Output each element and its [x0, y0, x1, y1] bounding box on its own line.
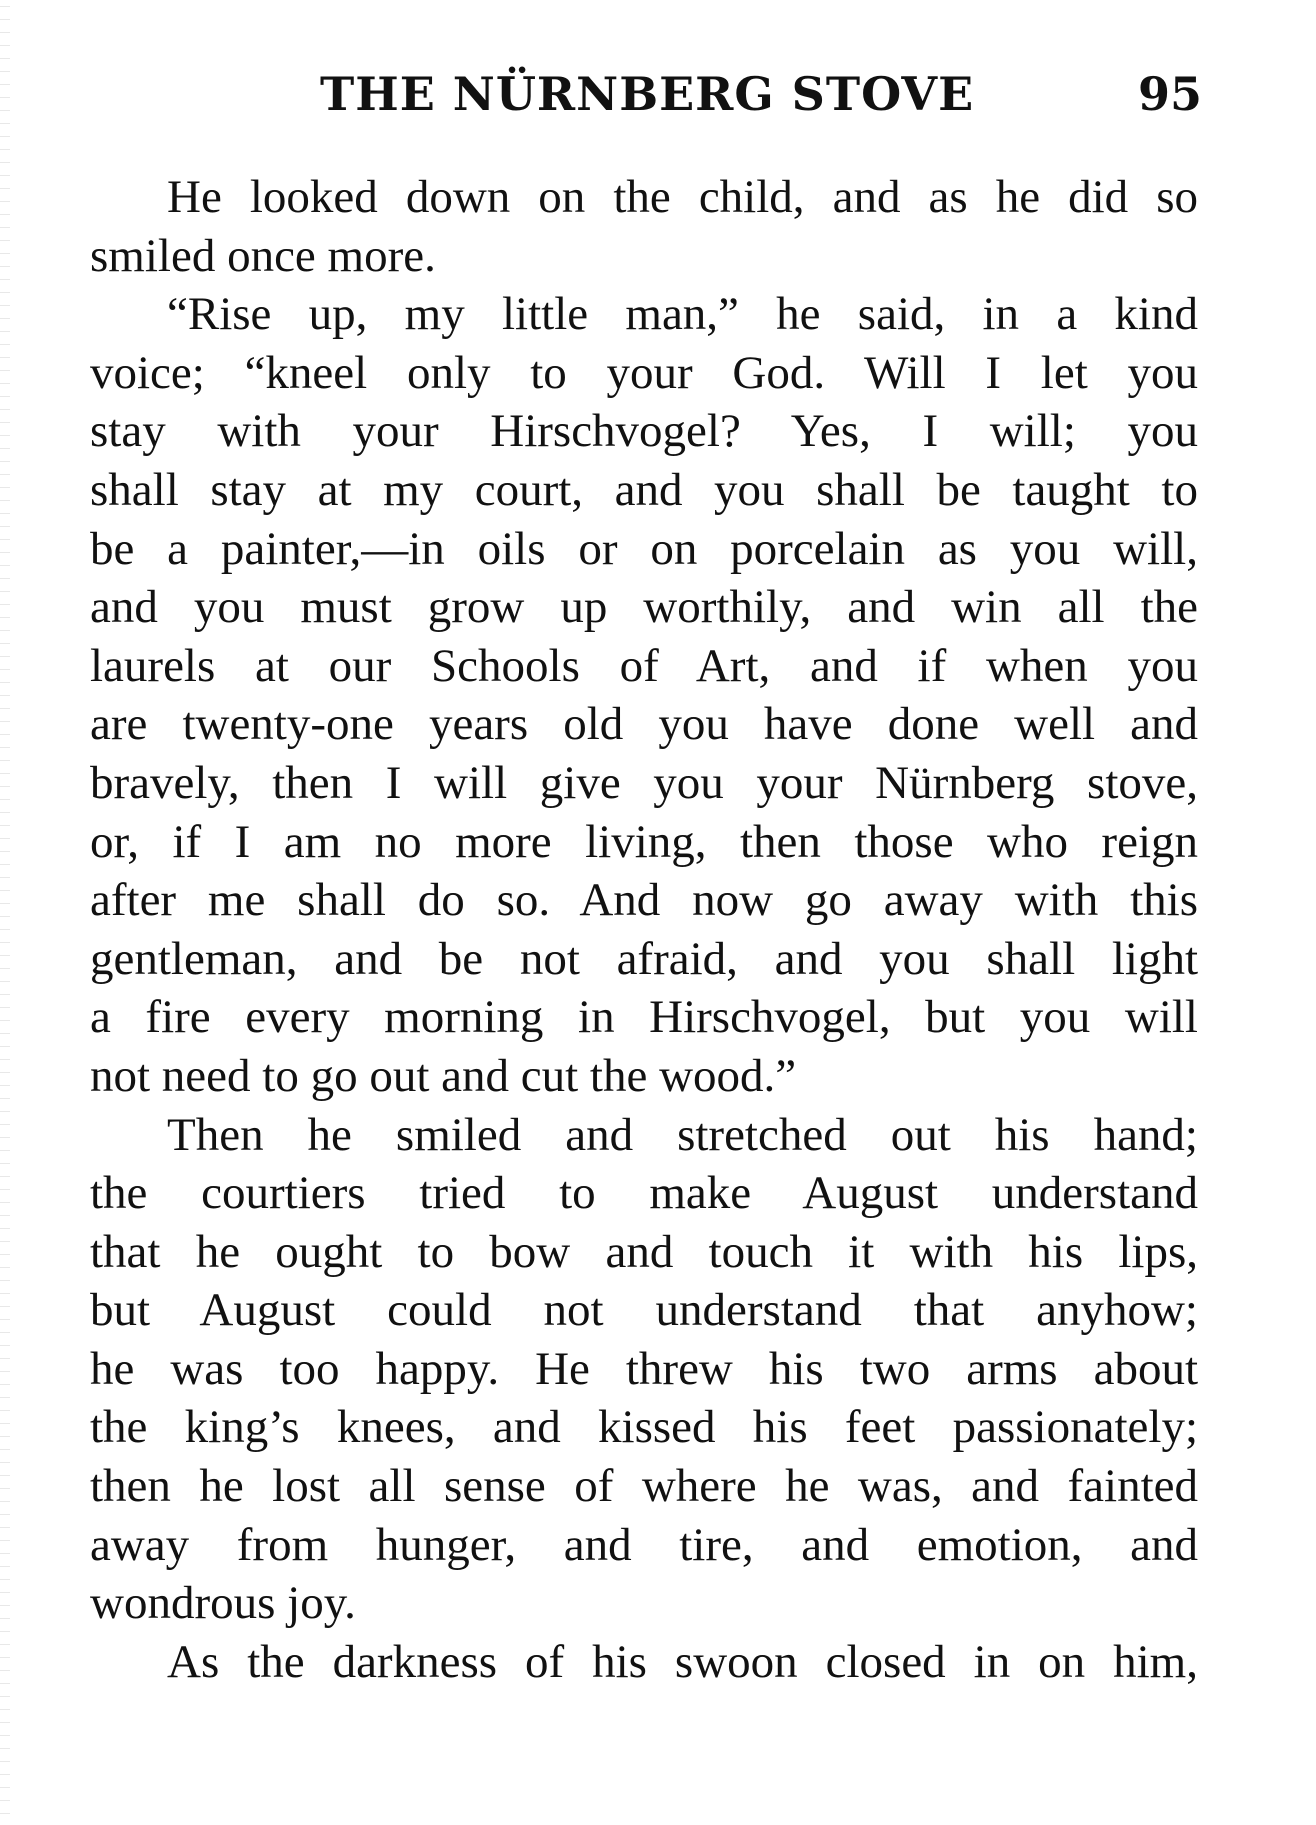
text-line: or, if I am no more living, then those who reign [90, 815, 1198, 868]
page-number: 95 [1137, 67, 1202, 121]
text-line: then he lost all sense of where he was, and fainted [90, 1460, 1198, 1513]
text-line: wondrous joy. [90, 1577, 356, 1630]
text-line: the king’s knees, and kissed his feet passionately; [90, 1401, 1198, 1454]
text-line: but August could not understand that anyhow; [90, 1284, 1198, 1337]
text-line: he was too happy. He threw his two arms about [90, 1342, 1198, 1395]
text-line: laurels at our Schools of Art, and if when you [90, 639, 1198, 692]
text-line: Then he smiled and stretched out his hand; [167, 1108, 1198, 1161]
text-line: “Rise up, my little man,” he said, in a kind [167, 288, 1198, 341]
text-line: the courtiers tried to make August understand [90, 1167, 1198, 1220]
body-text [90, 168, 1198, 1691]
text-line: bravely, then I will give you your Nürnberg stove, [90, 756, 1198, 809]
text-line: He looked down on the child, and as he did so [167, 171, 1198, 223]
text-line: after me shall do so. And now go away with this [90, 874, 1198, 927]
text-line: gentleman, and be not afraid, and you shall light [90, 932, 1198, 985]
text-line: smiled once more. [90, 229, 436, 282]
page-edge-scan-artifact [0, 0, 10, 1825]
text-line: voice; “kneel only to your God. Will I let you [90, 346, 1198, 399]
text-line: shall stay at my court, and you shall be taught to [90, 463, 1198, 516]
text-line: not need to go out and cut the wood.” [90, 1049, 797, 1102]
text-line: are twenty-one years old you have done well and [90, 698, 1198, 751]
text-line: and you must grow up worthily, and win all the [90, 581, 1198, 634]
text-line: that he ought to bow and touch it with his lips, [90, 1225, 1198, 1278]
text-line: stay with your Hirschvogel? Yes, I will; you [90, 405, 1198, 458]
running-head [0, 64, 1316, 124]
running-title: THE NÜRNBERG STOVE [320, 67, 975, 121]
text-line: a fire every morning in Hirschvogel, but you will [90, 991, 1198, 1044]
text-line: As the darkness of his swoon closed in on him, [167, 1635, 1198, 1688]
text-line: away from hunger, and tire, and emotion, and [90, 1518, 1198, 1571]
text-line: be a painter,—in oils or on porcelain as you will, [90, 522, 1198, 575]
